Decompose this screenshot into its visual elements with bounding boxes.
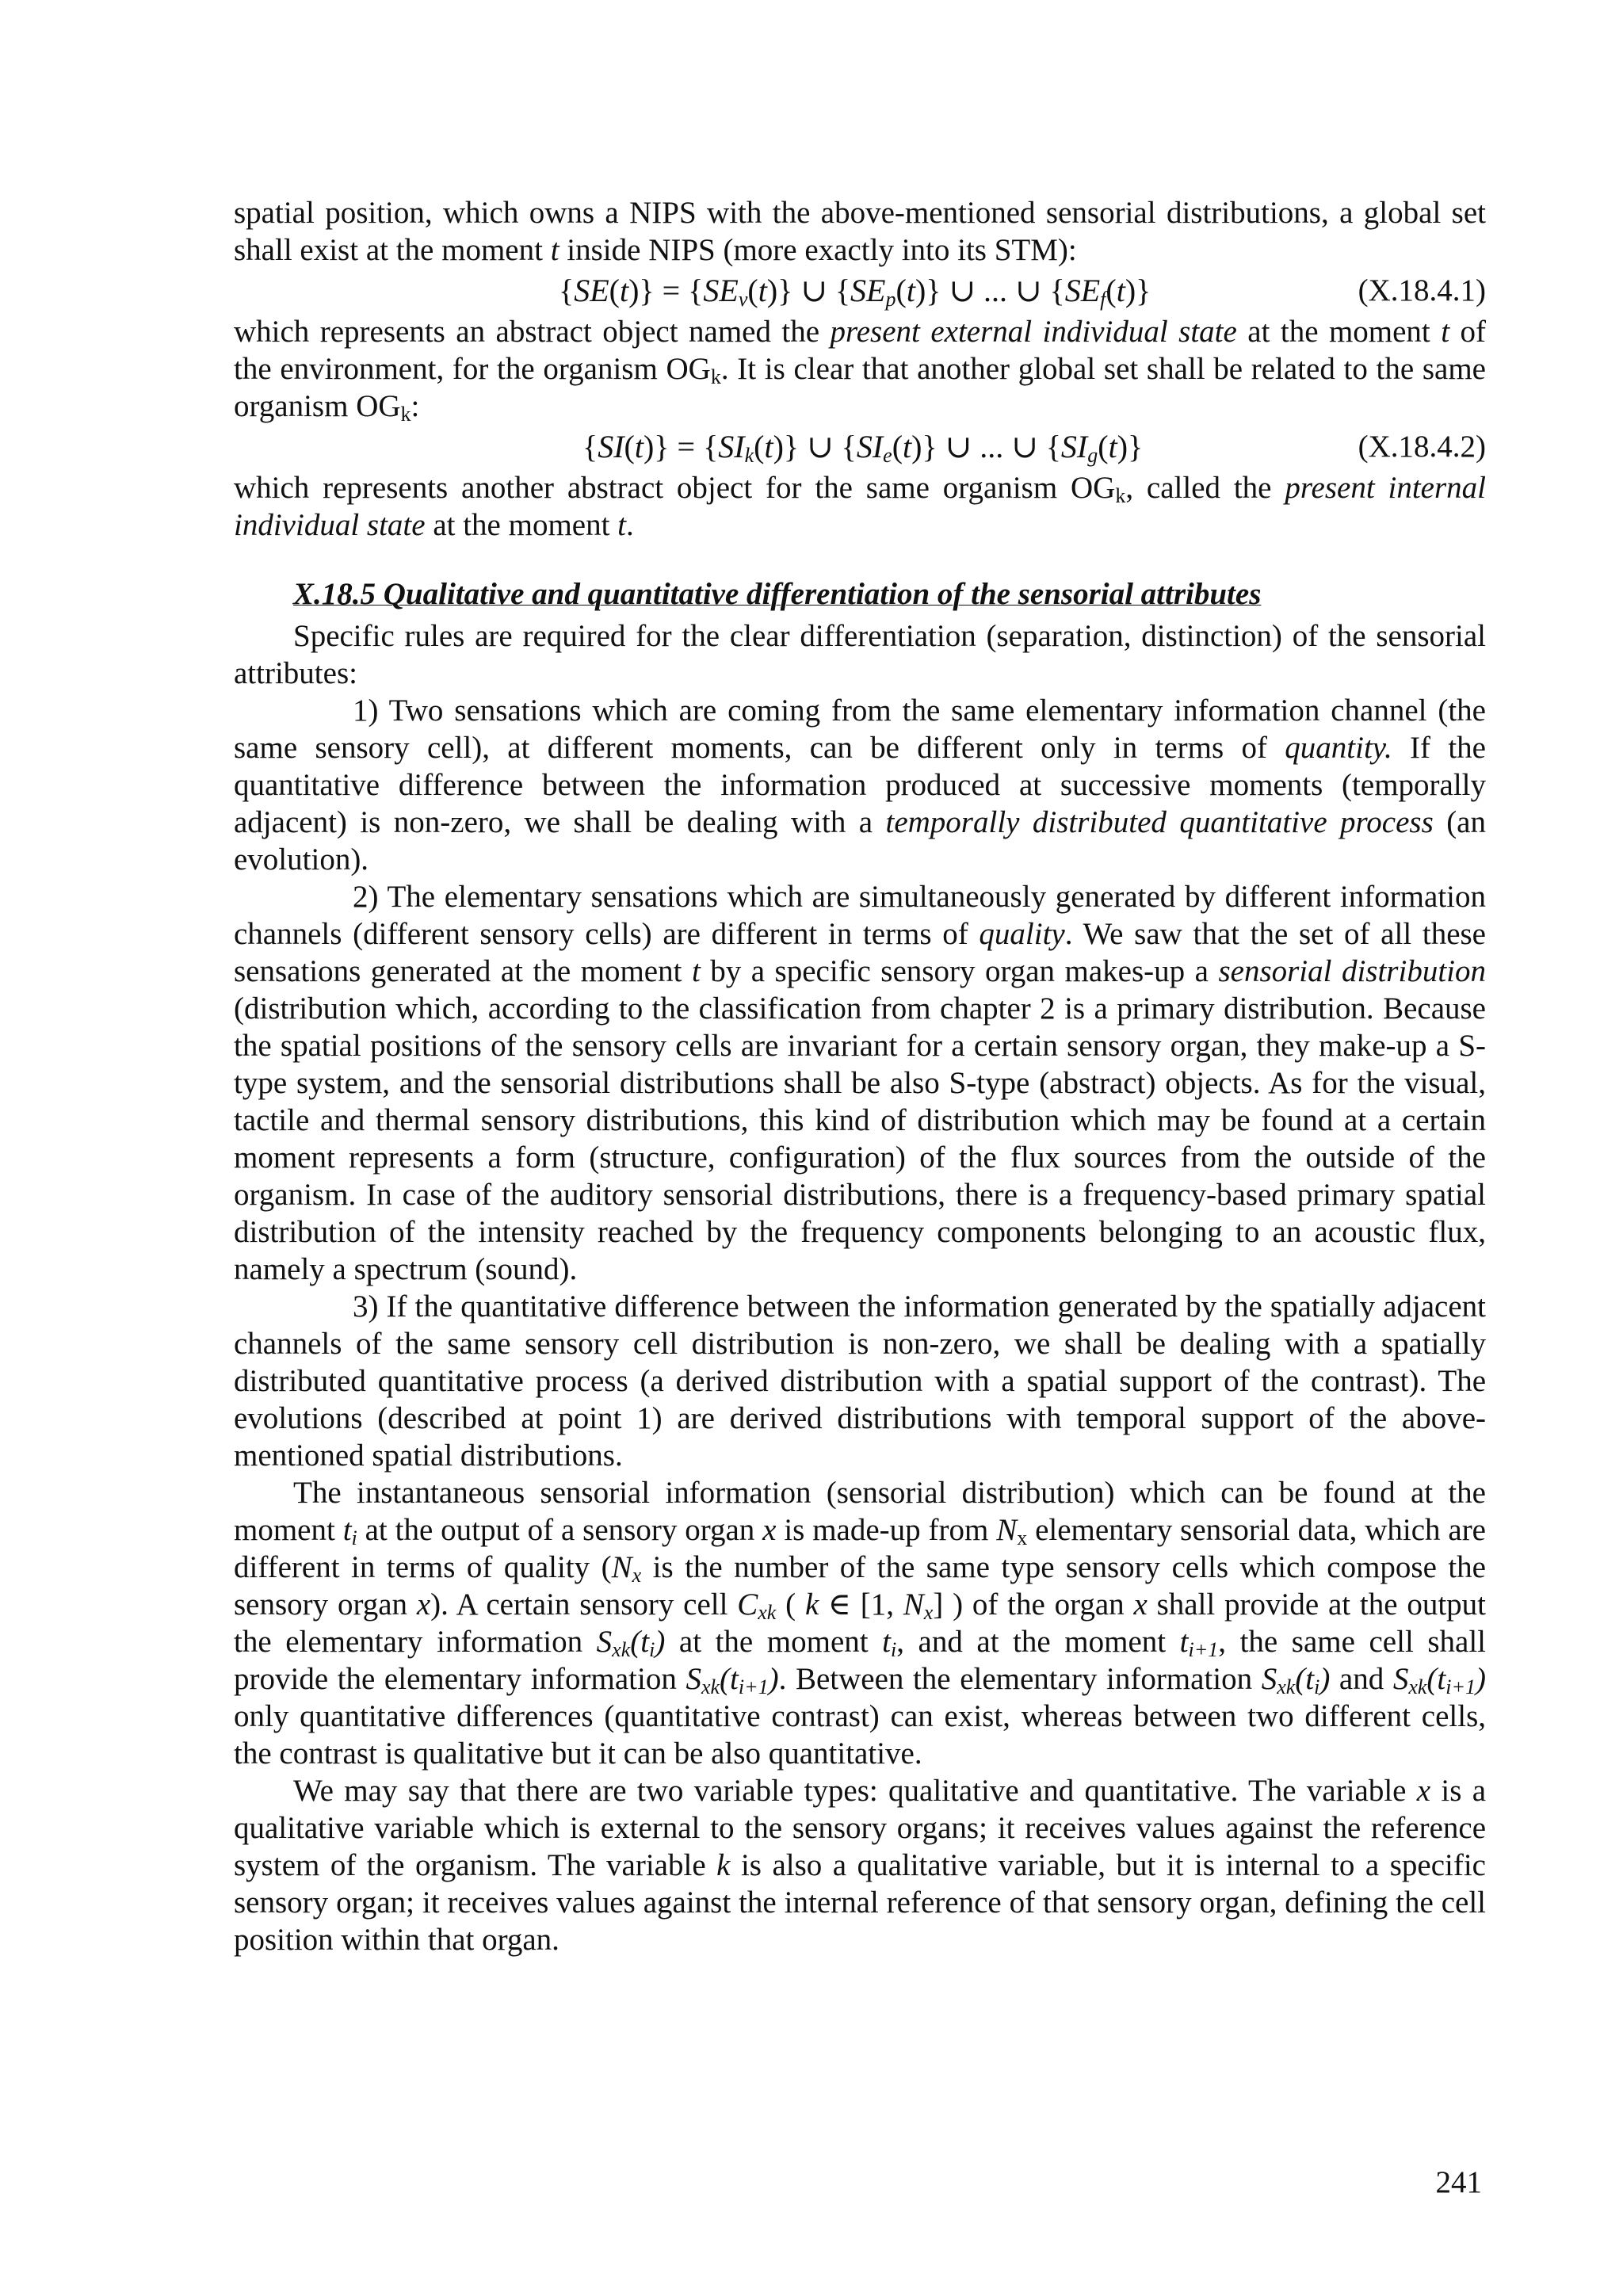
paragraph-variables: We may say that there are two variable types: qualitative and quantitative. The variable x is a qualitative variable which is external to the sensory organs; it receives values against the reference system of the organism. The variable k is also a qualitative variable, but it is internal to a specific sensory organ; it receives values against the internal reference of that sensory organ, defining the cell position within that organ. <box>234 1774 1486 1957</box>
equation-formula: $\{SE(t)\} = \{SE_v(t)\}$ ∪ $\{SE_p(t)\}$ ∪ ... ∪ $\{SE_f(t)\}$ <box>559 273 1151 311</box>
section-title: Qualitative and quantitative differentiation of the sensorial attributes <box>383 577 1262 611</box>
section-number: X.18.5 <box>293 577 376 611</box>
equation-x-18-4-2 <box>234 425 1486 469</box>
equation-x-18-4-1 <box>234 269 1486 313</box>
paragraph-after-eq2: which represents another abstract object for the same organism $OG_k$, called the present internal individual state at the moment t. <box>234 471 1486 542</box>
page-number: 241 <box>1435 2165 1482 2199</box>
paragraph-after-eq1: which represents an abstract object named the present external individual state at the moment t of the environment, for the organism $OG_k$. It is clear that another global set shall be related to the same organism $OG_k$: <box>234 315 1486 426</box>
paragraph-instantaneous: The instantaneous sensorial information (sensorial distribution) which can be found at the moment $t_i$ at the output of a sensory organ x is made-up from $N_x$ elementary sensorial data, which are different in terms of quality ($N_x$ is the number of the same type sensory cells which compose the sensory organ x). A certain sensory cell $C_{xk}$ ( k ∈ [1, $N_x$] ) of the organ x shall provide at the output the elementary information $S_{xk}(t_i)$ at the moment $t_i$, and at the moment $t_{i+1}$, the same cell shall provide the elementary information $S_{xk}(t_{i+1})$. Between the elementary information $S_{xk}(t_i)$ and $S_{xk}(t_{i+1})$ only quantitative differences (quantitative contrast) can exist, whereas between two different cells, the contrast is qualitative but it can be also quantitative. <box>234 1476 1487 1771</box>
equation-number: (X.18.4.2) <box>1358 430 1486 464</box>
paragraph-rules-intro: Specific rules are required for the clear differentiation (separation, distinction) of the sensorial attributes: <box>234 619 1486 690</box>
text-column <box>234 194 1486 1958</box>
rule-2: 2) The elementary sensations which are simultaneously generated by different information channels (different sensory cells) are different in terms of quality. We saw that the set of all these sensations generated at the moment t by a specific sensory organ makes-up a sensorial distribution (distribution which, according to the classification from chapter 2 is a primary distribution. Because the spatial positions of the sensory cells are invariant for a certain sensory organ, they make-up a S-type system, and the sensorial distributions shall be also S-type (abstract) objects. As for the visual, tactile and thermal sensory distributions, this kind of distribution which may be found at a certain moment represents a form (structure, configuration) of the flux sources from the outside of the organism. In case of the auditory sensorial distributions, there is a frequency-based primary spatial distribution of the intensity reached by the frequency components belonging to an acoustic flux, namely a spectrum (sound). <box>234 880 1486 1286</box>
section-heading <box>293 575 1486 613</box>
paragraph-intro: spatial position, which owns a NIPS with the above-mentioned sensorial distributions, a global set shall exist at the moment t inside NIPS (more exactly into its STM): <box>234 196 1486 267</box>
rule-3: 3) If the quantitative difference between the information generated by the spatially adjacent channels of the same sensory cell distribution is non-zero, we shall be dealing with a spatially distributed quantitative process (a derived distribution with a spatial support of the contrast). The evolutions (described at point 1) are derived distributions with temporal support of the above-mentioned spatial distributions. <box>234 1289 1486 1473</box>
equation-number: (X.18.4.1) <box>1358 273 1486 308</box>
equation-formula: $\{SI(t)\} = \{SI_k(t)\}$ ∪ $\{SI_e(t)\}$ ∪ ... ∪ $\{SI_g(t)\}$ <box>582 429 1144 467</box>
rule-1: 1) Two sensations which are coming from the same elementary information channel (the same sensory cell), at different moments, can be different only in terms of quantity. If the quantitative difference between the information produced at successive moments (temporally adjacent) is non-zero, we shall be dealing with a temporally distributed quantitative process (an evolution). <box>234 693 1486 877</box>
